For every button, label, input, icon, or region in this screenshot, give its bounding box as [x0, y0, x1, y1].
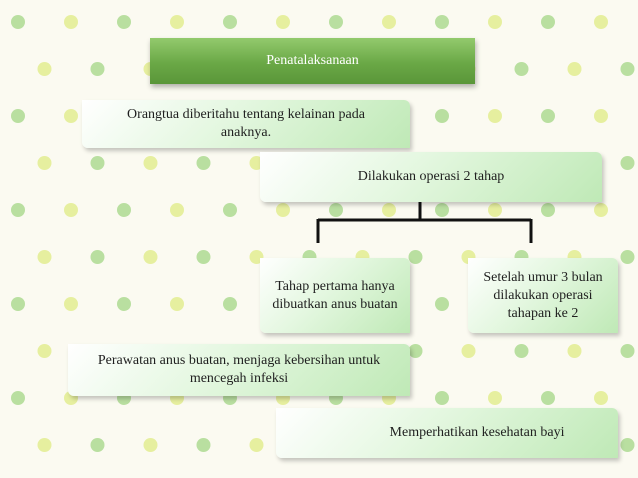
background-dot	[11, 297, 25, 311]
node-inform-parents-text: Orangtua diberitahu tentang kelainan pada anaknya.	[127, 107, 365, 140]
background-dot	[621, 438, 635, 452]
background-dot	[541, 109, 555, 123]
background-dot	[515, 62, 529, 76]
background-dot	[621, 250, 635, 264]
background-dot	[621, 62, 635, 76]
background-dot	[64, 15, 78, 29]
background-dot	[541, 391, 555, 405]
background-dot	[568, 344, 582, 358]
background-dot	[488, 203, 502, 217]
background-dot	[223, 203, 237, 217]
background-dot	[11, 15, 25, 29]
background-dot	[144, 250, 158, 264]
background-dot	[515, 344, 529, 358]
background-dot	[197, 438, 211, 452]
background-dot	[276, 15, 290, 29]
background-dot	[488, 15, 502, 29]
background-dot	[91, 62, 105, 76]
background-dot	[144, 438, 158, 452]
node-monitor-baby	[276, 408, 618, 458]
background-dot	[488, 109, 502, 123]
background-dot	[621, 156, 635, 170]
background-dot	[223, 297, 237, 311]
background-dot	[382, 15, 396, 29]
background-dot	[197, 250, 211, 264]
background-dot	[11, 109, 25, 123]
background-dot	[64, 109, 78, 123]
background-dot	[541, 203, 555, 217]
background-dot	[170, 203, 184, 217]
node-stoma-care-text: Perawatan anus buatan, menjaga kebersihan untuk mencegah infeksi	[97, 353, 381, 386]
background-dot	[541, 15, 555, 29]
node-two-stage-surgery	[260, 152, 602, 202]
background-dot	[38, 250, 52, 264]
background-dot	[38, 156, 52, 170]
node-two-stage-surgery-text: Dilakukan operasi 2 tahap	[357, 169, 505, 184]
background-dot	[170, 15, 184, 29]
background-dot	[64, 203, 78, 217]
background-dot	[329, 203, 343, 217]
background-dot	[144, 156, 158, 170]
background-dot	[11, 391, 25, 405]
background-dot	[568, 62, 582, 76]
background-dot	[276, 203, 290, 217]
background-dot	[117, 203, 131, 217]
background-dot	[329, 15, 343, 29]
background-dot	[594, 15, 608, 29]
node-first-stage	[260, 258, 410, 333]
node-second-stage-text: Setelah umur 3 bulan dilakukan operasi tahapan ke 2	[483, 269, 603, 321]
node-monitor-baby-text: Memperhatikan kesehatan bayi	[389, 425, 565, 440]
background-dot	[38, 344, 52, 358]
background-dot	[435, 297, 449, 311]
background-dot	[223, 15, 237, 29]
background-dot	[117, 15, 131, 29]
background-dot	[435, 109, 449, 123]
background-dot	[462, 344, 476, 358]
background-dot	[117, 297, 131, 311]
background-dot	[435, 15, 449, 29]
background-dot	[91, 438, 105, 452]
background-dot	[435, 391, 449, 405]
background-dot	[594, 109, 608, 123]
background-dot	[91, 156, 105, 170]
background-dot	[170, 297, 184, 311]
background-dot	[197, 156, 211, 170]
background-dot	[64, 297, 78, 311]
background-dot	[409, 250, 423, 264]
background-dot	[594, 203, 608, 217]
background-dot	[250, 438, 264, 452]
node-inform-parents	[82, 100, 410, 148]
background-dot	[38, 438, 52, 452]
background-dot	[382, 203, 396, 217]
background-dot	[435, 203, 449, 217]
background-dot	[621, 344, 635, 358]
background-dot	[594, 391, 608, 405]
background-dot	[409, 344, 423, 358]
title-text: Penatalaksanaan	[266, 53, 359, 68]
background-dot	[91, 250, 105, 264]
background-dot	[38, 62, 52, 76]
background-dot	[11, 203, 25, 217]
title-box	[150, 38, 475, 84]
node-stoma-care	[68, 344, 410, 396]
background-dot	[488, 391, 502, 405]
node-second-stage	[468, 258, 618, 333]
node-first-stage-text: Tahap pertama hanya dibuatkan anus buatan	[272, 278, 398, 312]
